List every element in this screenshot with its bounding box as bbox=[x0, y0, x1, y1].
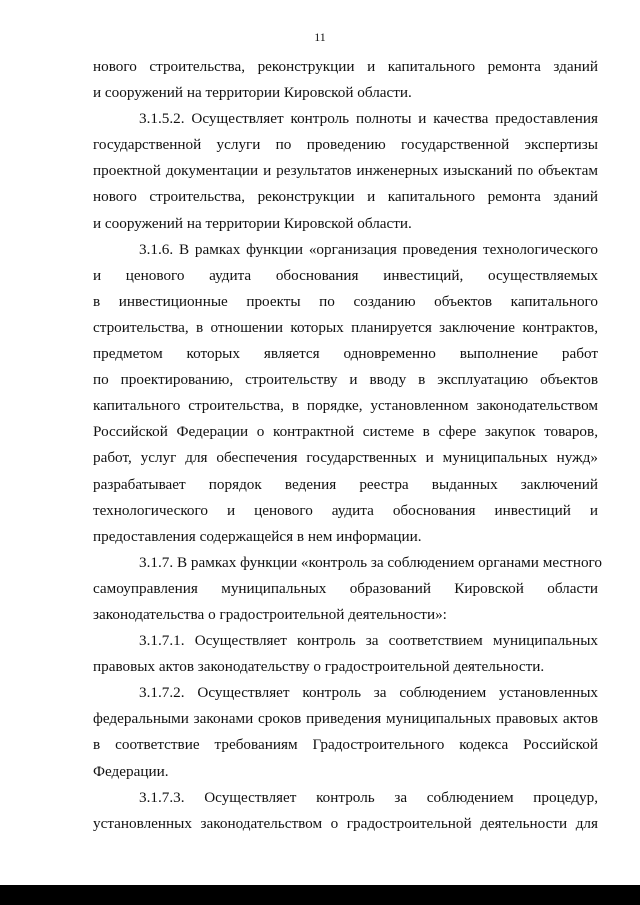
text-line: технологического и ценового аудита обоснования инвестиций и bbox=[93, 501, 598, 519]
text-line: нового строительства, реконструкции и капитального ремонта зданий bbox=[93, 58, 598, 75]
text-line: самоуправления муниципальных образований Кировской области bbox=[93, 579, 598, 597]
paragraph bbox=[93, 237, 598, 550]
text-line: 3.1.7.3. Осуществляет контроль за соблюдением процедур, bbox=[139, 788, 598, 806]
paragraph bbox=[93, 106, 598, 236]
text-line: Федерации. bbox=[93, 762, 169, 780]
text-line: 3.1.7. В рамках функции «контроль за соблюдением органами местного bbox=[139, 553, 602, 571]
text-line: предметом которых является одновременно выполнение работ bbox=[93, 345, 598, 363]
text-line: в инвестиционные проекты по созданию объектов капитального bbox=[93, 292, 598, 310]
text-line: законодательства о градостроительной деятельности»: bbox=[93, 605, 447, 623]
text-line: 3.1.7.1. Осуществляет контроль за соответствием муниципальных bbox=[139, 632, 598, 650]
text-line: 3.1.7.2. Осуществляет контроль за соблюдением установленных bbox=[139, 684, 598, 702]
text-line: 3.1.5.2. Осуществляет контроль полноты и качества предоставления bbox=[139, 110, 598, 128]
text-line: и сооружений на территории Кировской области. bbox=[93, 84, 412, 102]
page-number: 11 bbox=[314, 30, 326, 44]
text-line: 3.1.6. В рамках функции «организация проведения технологического bbox=[139, 240, 598, 258]
text-line: предоставления содержащейся в нем информации. bbox=[93, 527, 422, 545]
text-line: капитального строительства, в порядке, установленном законодательством bbox=[93, 397, 598, 415]
text-line: установленных законодательством о градостроительной деятельности для bbox=[93, 814, 598, 832]
text-line: и сооружений на территории Кировской области. bbox=[93, 214, 412, 232]
text-line: нового строительства, реконструкции и капитального ремонта зданий bbox=[93, 188, 598, 206]
text-line: по проектированию, строительству и вводу в эксплуатацию объектов bbox=[93, 371, 598, 389]
text-line: разрабатывает порядок ведения реестра выданных заключений bbox=[93, 475, 598, 493]
text-line: федеральными законами сроков приведения муниципальных правовых актов bbox=[93, 710, 598, 728]
paragraph bbox=[93, 680, 598, 784]
paragraph bbox=[93, 785, 598, 837]
scan-bottom-edge bbox=[0, 885, 640, 905]
paragraph bbox=[93, 550, 602, 628]
text-line: Российской Федерации о контрактной системе в сфере закупок товаров, bbox=[93, 423, 598, 441]
text-line: проектной документации и результатов инженерных изысканий по объектам bbox=[93, 162, 598, 180]
paragraph bbox=[93, 54, 598, 106]
text-line: правовых актов законодательству о градостроительной деятельности. bbox=[93, 658, 545, 676]
text-line: и ценового аудита обоснования инвестиций, осуществляемых bbox=[93, 266, 598, 284]
text-line: работ, услуг для обеспечения государственных и муниципальных нужд» bbox=[93, 449, 598, 467]
paragraph bbox=[93, 628, 598, 680]
text-line: в соответствие требованиям Градостроительного кодекса Российской bbox=[93, 736, 598, 754]
document-body bbox=[93, 54, 602, 837]
text-line: государственной услуги по проведению государственной экспертизы bbox=[93, 136, 598, 154]
text-line: строительства, в отношении которых планируется заключение контрактов, bbox=[93, 318, 598, 336]
